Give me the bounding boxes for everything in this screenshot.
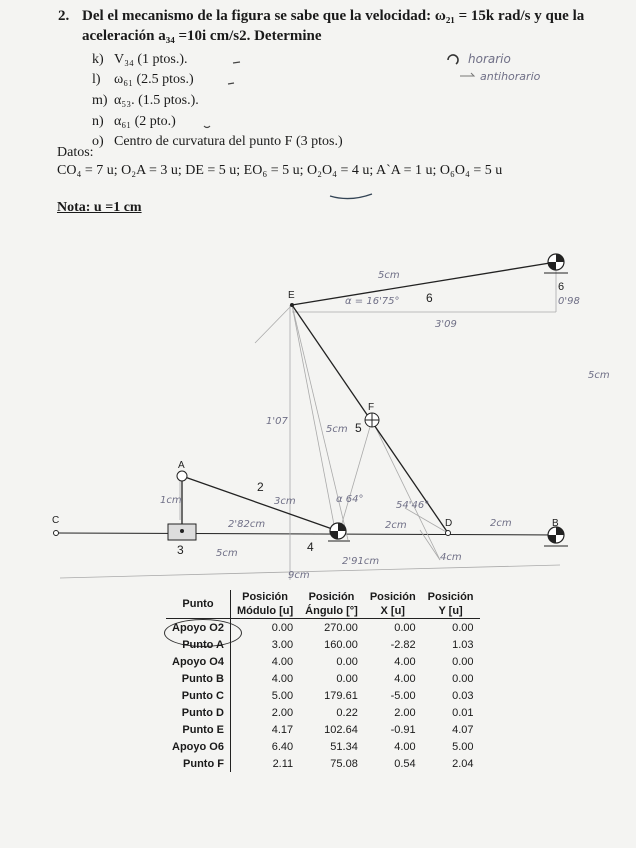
- table-row: [166, 704, 480, 721]
- cell-y: 1.03: [452, 638, 474, 651]
- cell-x: 0.54: [394, 757, 416, 770]
- col-group-header: Posición: [308, 591, 355, 603]
- cell-x: -5.00: [390, 689, 416, 702]
- check-mark: [228, 83, 234, 84]
- handwritten-antihorario: antihorario: [480, 70, 541, 83]
- col-group-header: Posición: [427, 591, 474, 603]
- table-row: [166, 636, 480, 653]
- table-row: [166, 619, 480, 637]
- col-header-modulo: Módulo [u]: [230, 604, 299, 619]
- label-link-2: 2: [257, 480, 264, 494]
- label-a: A: [178, 460, 185, 471]
- cell-y: 2.04: [452, 757, 474, 770]
- note-d-b: 2cm: [490, 518, 512, 529]
- check-mark: [204, 126, 210, 128]
- cell-angulo: 270.00: [324, 621, 358, 634]
- item-text: Centro de curvatura del punto F (3 ptos.): [114, 134, 343, 149]
- row-name: Punto F: [166, 755, 230, 772]
- note-horizontal-length: 3'09: [435, 319, 457, 330]
- cell-modulo: 2.00: [271, 706, 294, 719]
- row-name: Punto D: [166, 704, 230, 721]
- cell-y: 0.00: [452, 672, 474, 685]
- point-c: [54, 531, 59, 536]
- cell-x: 4.00: [394, 740, 416, 753]
- row-name: Apoyo O4: [166, 653, 230, 670]
- cell-modulo: 2.11: [272, 757, 294, 770]
- table-row: [166, 738, 480, 755]
- col-header-y: Y [u]: [422, 604, 480, 619]
- nota-scale: Nota: u =1 cm: [57, 200, 142, 215]
- cell-angulo: 0.00: [336, 672, 358, 685]
- label-b: B: [552, 518, 559, 529]
- label-e: E: [288, 290, 295, 301]
- support-o2: [328, 523, 350, 541]
- cell-x: -0.91: [390, 723, 416, 736]
- cell-y: 0.00: [452, 655, 474, 668]
- position-table: [166, 590, 480, 772]
- label-link-6: 6: [426, 291, 433, 305]
- cell-x: 4.00: [394, 672, 416, 685]
- note-e-o6-length: 5cm: [378, 270, 400, 281]
- col-header-angulo: Ángulo [°]: [299, 604, 364, 619]
- note-o2-b-length: 4cm: [440, 552, 462, 563]
- joint-a: [177, 471, 187, 481]
- note-angle-alpha: α = 16'75°: [345, 296, 400, 307]
- label-link-4: 4: [307, 540, 314, 554]
- label-link-3: 3: [177, 543, 184, 557]
- col-group-header: Posición: [242, 591, 288, 603]
- cell-angulo: 0.00: [336, 655, 358, 668]
- row-name: Apoyo O6: [166, 738, 230, 755]
- note-c-a-length: 2'82cm: [228, 519, 266, 530]
- support-o4: [544, 527, 568, 546]
- note-angle-d: 54'46°: [396, 500, 430, 511]
- link-6: [292, 262, 556, 305]
- item-text: α₆₁ (2 pto.): [114, 114, 176, 129]
- table-row: [166, 687, 480, 704]
- item-text: V₃₄ (1 ptos.).: [114, 52, 188, 67]
- col-group-header: Posición: [369, 591, 416, 603]
- item-text: α₅₃. (1.5 ptos.).: [114, 93, 199, 108]
- label-c: C: [52, 515, 60, 526]
- cell-modulo: 0.00: [271, 621, 294, 634]
- cell-angulo: 51.34: [330, 740, 358, 753]
- label-link-5: 5: [355, 421, 362, 435]
- table-row: [166, 653, 480, 670]
- cell-y: 4.07: [452, 723, 474, 736]
- joint-e: [290, 303, 294, 307]
- note-de-length: 5cm: [326, 424, 348, 435]
- cell-angulo: 179.61: [324, 689, 358, 702]
- note-angle-f: α 64°: [336, 494, 364, 505]
- label-f: F: [368, 402, 375, 413]
- cell-angulo: 102.64: [324, 723, 358, 736]
- support-o6: [544, 254, 568, 273]
- col-header-x: X [u]: [364, 604, 422, 619]
- cell-modulo: 4.17: [271, 723, 294, 736]
- item-text: ω₆₁ (2.5 ptos.): [114, 72, 194, 87]
- datos-values: CO₄ = 7 u; O₂A = 3 u; DE = 5 u; EO₆ = 5 u; O₂O₄ = 4 u; A`A = 1 u; O₆O₄ = 5 u: [57, 163, 503, 178]
- cell-y: 0.03: [452, 689, 474, 702]
- cell-angulo: 0.22: [336, 706, 358, 719]
- question-text-line1: Del el mecanismo de la figura se sabe que la velocidad: ω₂₁ = 15k rad/s y que la: [82, 8, 585, 24]
- cell-x: 4.00: [394, 655, 416, 668]
- cell-x: 2.00: [394, 706, 416, 719]
- cell-angulo: 160.00: [324, 638, 358, 651]
- slider-pin: [180, 529, 184, 533]
- item-label: k): [92, 52, 104, 67]
- cell-modulo: 4.00: [271, 655, 294, 668]
- cell-y: 5.00: [452, 740, 474, 753]
- cell-angulo: 75.08: [330, 757, 358, 770]
- note-c-b-total: 9cm: [288, 570, 310, 581]
- table-row: [166, 721, 480, 738]
- handwritten-horario: horario: [468, 52, 511, 66]
- cell-modulo: 4.00: [271, 672, 294, 685]
- item-label: o): [92, 134, 104, 149]
- pencil-construction: [60, 265, 560, 580]
- item-label: l): [92, 72, 101, 87]
- note-vertical-length: 0'98: [558, 296, 580, 307]
- row-name: Punto C: [166, 687, 230, 704]
- table-row: [166, 670, 480, 687]
- note-c-o2-length: 5cm: [216, 548, 238, 559]
- table-row: [166, 755, 480, 772]
- cell-y: 0.01: [452, 706, 474, 719]
- cell-x: 0.00: [394, 621, 416, 634]
- antihorario-arrow-icon: [460, 73, 474, 76]
- underline-mark: [330, 194, 372, 199]
- note-ao2-short: 1cm: [160, 495, 182, 506]
- cell-y: 0.00: [452, 621, 474, 634]
- row-name: Punto A: [166, 636, 230, 653]
- row-name: Punto B: [166, 670, 230, 687]
- note-ef-length: 1'07: [266, 416, 288, 427]
- note-o2-b-total: 2'91cm: [342, 556, 380, 567]
- label-ground-6: 6: [558, 281, 565, 293]
- note-o2-d: 2cm: [385, 520, 407, 531]
- question-text-line2: aceleración a₃₄ =10i cm/s2. Determine: [82, 28, 322, 44]
- note-right-5cm: 5cm: [588, 370, 610, 381]
- cell-modulo: 3.00: [271, 638, 294, 651]
- item-label: n): [92, 114, 104, 129]
- item-label: m): [92, 93, 108, 108]
- rotation-arrow-icon: [448, 55, 458, 64]
- col-header-punto: Punto: [166, 590, 230, 619]
- row-name: Punto E: [166, 721, 230, 738]
- label-d: D: [445, 518, 453, 529]
- cell-x: -2.82: [390, 638, 416, 651]
- cell-modulo: 5.00: [271, 689, 294, 702]
- row-name: Apoyo O2: [166, 619, 230, 637]
- cell-modulo: 6.40: [271, 740, 294, 753]
- datos-title: Datos:: [57, 145, 94, 160]
- check-mark: [233, 62, 240, 63]
- joint-d: [446, 531, 451, 536]
- note-link2-length: 3cm: [274, 496, 296, 507]
- question-number: 2.: [58, 8, 70, 24]
- ground-line: [56, 533, 558, 535]
